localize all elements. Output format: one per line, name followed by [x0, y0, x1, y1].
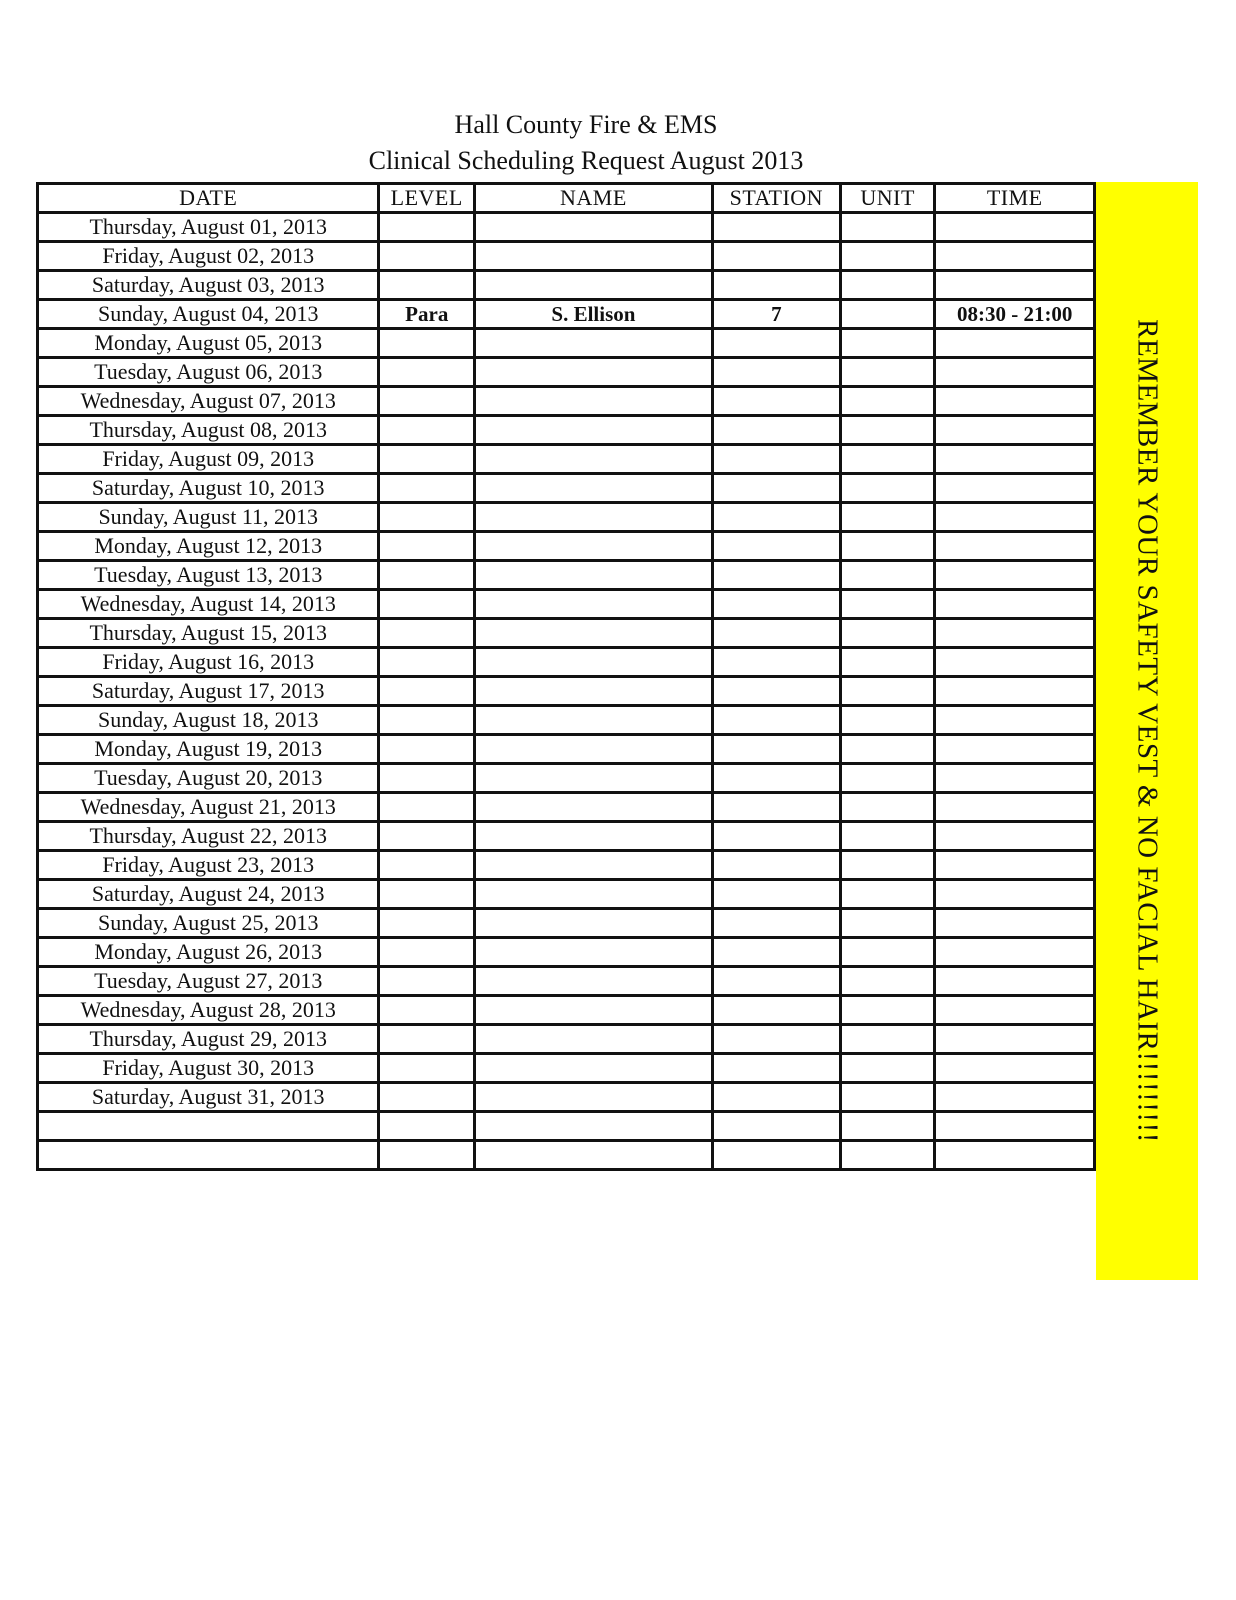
table-row: [38, 851, 1095, 880]
cell-name: [475, 967, 713, 996]
cell-unit: [840, 793, 935, 822]
table-row: [38, 358, 1095, 387]
cell-level: [379, 938, 475, 967]
cell-station: [712, 822, 840, 851]
cell-unit: [840, 1054, 935, 1083]
cell-unit: [840, 242, 935, 271]
cell-level: [379, 851, 475, 880]
cell-time: [935, 938, 1095, 967]
table-row: [38, 1025, 1095, 1054]
table-row: [38, 590, 1095, 619]
cell-name: [475, 1025, 713, 1054]
cell-level: [379, 590, 475, 619]
table-row: [38, 764, 1095, 793]
cell-date: Thursday, August 29, 2013: [38, 1025, 379, 1054]
cell-date: Tuesday, August 06, 2013: [38, 358, 379, 387]
cell-station: [712, 1083, 840, 1112]
cell-time: [935, 706, 1095, 735]
header-time: TIME: [935, 184, 1095, 213]
cell-date: Friday, August 23, 2013: [38, 851, 379, 880]
cell-unit: [840, 1141, 935, 1170]
cell-date: Saturday, August 10, 2013: [38, 474, 379, 503]
cell-date: Friday, August 16, 2013: [38, 648, 379, 677]
cell-level: [379, 474, 475, 503]
cell-name: [475, 706, 713, 735]
cell-level: Para: [379, 300, 475, 329]
cell-date: Sunday, August 11, 2013: [38, 503, 379, 532]
cell-time: [935, 503, 1095, 532]
cell-name: [475, 358, 713, 387]
cell-time: [935, 445, 1095, 474]
cell-date: Tuesday, August 13, 2013: [38, 561, 379, 590]
cell-unit: [840, 503, 935, 532]
cell-station: [712, 503, 840, 532]
cell-name: [475, 619, 713, 648]
cell-level: [379, 242, 475, 271]
cell-time: [935, 1112, 1095, 1141]
cell-unit: [840, 938, 935, 967]
cell-time: [935, 996, 1095, 1025]
cell-station: [712, 213, 840, 242]
cell-name: [475, 590, 713, 619]
table-row: [38, 996, 1095, 1025]
cell-time: [935, 1025, 1095, 1054]
cell-date: Monday, August 26, 2013: [38, 938, 379, 967]
cell-date: Friday, August 09, 2013: [38, 445, 379, 474]
document-subtitle: Clinical Scheduling Request August 2013: [368, 146, 804, 175]
cell-level: [379, 735, 475, 764]
table-row: [38, 1054, 1095, 1083]
cell-name: [475, 1141, 713, 1170]
table-row: [38, 532, 1095, 561]
cell-unit: [840, 648, 935, 677]
cell-station: [712, 735, 840, 764]
cell-level: [379, 880, 475, 909]
cell-unit: [840, 416, 935, 445]
cell-station: [712, 967, 840, 996]
cell-name: [475, 996, 713, 1025]
cell-level: [379, 329, 475, 358]
cell-date: Wednesday, August 14, 2013: [38, 590, 379, 619]
cell-date: Tuesday, August 27, 2013: [38, 967, 379, 996]
cell-time: [935, 329, 1095, 358]
cell-date: Thursday, August 15, 2013: [38, 619, 379, 648]
table-row: [38, 416, 1095, 445]
header-station: STATION: [712, 184, 840, 213]
table-row: [38, 677, 1095, 706]
table-row: [38, 242, 1095, 271]
table-row: [38, 648, 1095, 677]
cell-unit: [840, 851, 935, 880]
header-level: LEVEL: [379, 184, 475, 213]
cell-unit: [840, 329, 935, 358]
cell-station: [712, 648, 840, 677]
cell-station: [712, 851, 840, 880]
cell-unit: [840, 619, 935, 648]
cell-level: [379, 677, 475, 706]
cell-time: [935, 648, 1095, 677]
cell-date: Saturday, August 17, 2013: [38, 677, 379, 706]
cell-name: [475, 387, 713, 416]
cell-name: [475, 532, 713, 561]
cell-station: [712, 242, 840, 271]
cell-time: [935, 822, 1095, 851]
cell-time: [935, 735, 1095, 764]
cell-station: [712, 561, 840, 590]
cell-date: [38, 1112, 379, 1141]
cell-name: [475, 561, 713, 590]
cell-level: [379, 648, 475, 677]
table-row: [38, 474, 1095, 503]
cell-station: [712, 445, 840, 474]
safety-banner: [1096, 182, 1198, 1280]
cell-name: [475, 822, 713, 851]
cell-unit: [840, 880, 935, 909]
cell-unit: [840, 590, 935, 619]
cell-level: [379, 1025, 475, 1054]
table-row: [38, 909, 1095, 938]
cell-name: [475, 1112, 713, 1141]
cell-unit: [840, 474, 935, 503]
cell-time: [935, 1141, 1095, 1170]
table-row: [38, 271, 1095, 300]
cell-level: [379, 764, 475, 793]
cell-level: [379, 532, 475, 561]
cell-time: 08:30 - 21:00: [935, 300, 1095, 329]
cell-date: Sunday, August 18, 2013: [38, 706, 379, 735]
cell-name: [475, 474, 713, 503]
cell-time: [935, 1083, 1095, 1112]
cell-station: [712, 880, 840, 909]
cell-name: [475, 880, 713, 909]
cell-date: Saturday, August 24, 2013: [38, 880, 379, 909]
cell-station: [712, 1112, 840, 1141]
safety-banner-text: REMEMBER YOUR SAFETY VEST & NO FACIAL HAIR!!!!!!!!!: [1131, 319, 1164, 1143]
cell-name: [475, 938, 713, 967]
table-row: [38, 387, 1095, 416]
cell-level: [379, 1054, 475, 1083]
cell-unit: [840, 1025, 935, 1054]
cell-name: S. Ellison: [475, 300, 713, 329]
cell-level: [379, 358, 475, 387]
cell-level: [379, 271, 475, 300]
cell-level: [379, 387, 475, 416]
cell-time: [935, 213, 1095, 242]
table-row: [38, 1141, 1095, 1170]
cell-time: [935, 474, 1095, 503]
cell-level: [379, 909, 475, 938]
cell-level: [379, 1141, 475, 1170]
cell-level: [379, 793, 475, 822]
table-row: [38, 735, 1095, 764]
cell-station: [712, 1141, 840, 1170]
cell-name: [475, 213, 713, 242]
table-row: [38, 329, 1095, 358]
cell-unit: [840, 387, 935, 416]
cell-station: [712, 532, 840, 561]
cell-station: 7: [712, 300, 840, 329]
cell-name: [475, 503, 713, 532]
cell-name: [475, 242, 713, 271]
cell-date: Thursday, August 22, 2013: [38, 822, 379, 851]
cell-station: [712, 271, 840, 300]
cell-station: [712, 938, 840, 967]
cell-unit: [840, 300, 935, 329]
cell-unit: [840, 764, 935, 793]
table-row: [38, 822, 1095, 851]
cell-name: [475, 1083, 713, 1112]
table-row: [38, 619, 1095, 648]
cell-time: [935, 532, 1095, 561]
cell-time: [935, 561, 1095, 590]
cell-unit: [840, 735, 935, 764]
cell-unit: [840, 1083, 935, 1112]
table-row: [38, 213, 1095, 242]
cell-time: [935, 387, 1095, 416]
table-row: [38, 793, 1095, 822]
document-title: Hall County Fire & EMS: [454, 110, 718, 139]
cell-unit: [840, 561, 935, 590]
cell-date: Saturday, August 03, 2013: [38, 271, 379, 300]
cell-unit: [840, 967, 935, 996]
table-row: [38, 967, 1095, 996]
table-row: [38, 1112, 1095, 1141]
cell-date: [38, 1141, 379, 1170]
cell-date: Friday, August 30, 2013: [38, 1054, 379, 1083]
cell-time: [935, 242, 1095, 271]
cell-name: [475, 764, 713, 793]
header-date: DATE: [38, 184, 379, 213]
table-row: [38, 706, 1095, 735]
cell-name: [475, 445, 713, 474]
cell-time: [935, 967, 1095, 996]
cell-level: [379, 416, 475, 445]
cell-unit: [840, 532, 935, 561]
schedule-table: [36, 182, 1096, 1171]
cell-name: [475, 909, 713, 938]
cell-date: Monday, August 12, 2013: [38, 532, 379, 561]
cell-name: [475, 851, 713, 880]
cell-level: [379, 967, 475, 996]
cell-time: [935, 590, 1095, 619]
cell-level: [379, 996, 475, 1025]
cell-unit: [840, 358, 935, 387]
cell-date: Wednesday, August 07, 2013: [38, 387, 379, 416]
cell-date: Tuesday, August 20, 2013: [38, 764, 379, 793]
cell-level: [379, 822, 475, 851]
cell-time: [935, 619, 1095, 648]
cell-station: [712, 1025, 840, 1054]
cell-time: [935, 851, 1095, 880]
cell-station: [712, 996, 840, 1025]
cell-name: [475, 329, 713, 358]
cell-date: Monday, August 05, 2013: [38, 329, 379, 358]
cell-station: [712, 909, 840, 938]
cell-station: [712, 793, 840, 822]
cell-station: [712, 677, 840, 706]
cell-level: [379, 503, 475, 532]
cell-level: [379, 619, 475, 648]
cell-name: [475, 677, 713, 706]
cell-station: [712, 416, 840, 445]
cell-time: [935, 880, 1095, 909]
cell-station: [712, 706, 840, 735]
cell-date: Sunday, August 04, 2013: [38, 300, 379, 329]
cell-unit: [840, 445, 935, 474]
table-row: [38, 938, 1095, 967]
table-row: [38, 1083, 1095, 1112]
cell-date: Wednesday, August 21, 2013: [38, 793, 379, 822]
cell-unit: [840, 822, 935, 851]
cell-time: [935, 793, 1095, 822]
cell-level: [379, 213, 475, 242]
cell-unit: [840, 271, 935, 300]
table-row: [38, 445, 1095, 474]
cell-level: [379, 1112, 475, 1141]
cell-unit: [840, 706, 935, 735]
cell-name: [475, 1054, 713, 1083]
schedule-body: [38, 213, 1095, 1170]
cell-level: [379, 561, 475, 590]
cell-time: [935, 271, 1095, 300]
cell-date: Saturday, August 31, 2013: [38, 1083, 379, 1112]
cell-time: [935, 909, 1095, 938]
cell-time: [935, 416, 1095, 445]
cell-name: [475, 735, 713, 764]
cell-date: Thursday, August 08, 2013: [38, 416, 379, 445]
cell-station: [712, 1054, 840, 1083]
cell-station: [712, 387, 840, 416]
cell-station: [712, 474, 840, 503]
cell-date: Thursday, August 01, 2013: [38, 213, 379, 242]
table-row: [38, 300, 1095, 329]
cell-station: [712, 329, 840, 358]
cell-time: [935, 358, 1095, 387]
cell-unit: [840, 996, 935, 1025]
cell-date: Sunday, August 25, 2013: [38, 909, 379, 938]
table-row: [38, 880, 1095, 909]
cell-date: Monday, August 19, 2013: [38, 735, 379, 764]
cell-station: [712, 764, 840, 793]
cell-station: [712, 590, 840, 619]
cell-unit: [840, 213, 935, 242]
cell-time: [935, 764, 1095, 793]
cell-time: [935, 677, 1095, 706]
cell-station: [712, 358, 840, 387]
cell-unit: [840, 1112, 935, 1141]
cell-unit: [840, 909, 935, 938]
cell-name: [475, 416, 713, 445]
header-unit: UNIT: [840, 184, 935, 213]
cell-name: [475, 793, 713, 822]
header-row: [38, 184, 1095, 213]
header-name: NAME: [475, 184, 713, 213]
table-row: [38, 503, 1095, 532]
cell-date: Friday, August 02, 2013: [38, 242, 379, 271]
table-row: [38, 561, 1095, 590]
cell-unit: [840, 677, 935, 706]
cell-level: [379, 1083, 475, 1112]
cell-time: [935, 1054, 1095, 1083]
cell-name: [475, 271, 713, 300]
cell-level: [379, 445, 475, 474]
cell-date: Wednesday, August 28, 2013: [38, 996, 379, 1025]
cell-level: [379, 706, 475, 735]
cell-name: [475, 648, 713, 677]
cell-station: [712, 619, 840, 648]
